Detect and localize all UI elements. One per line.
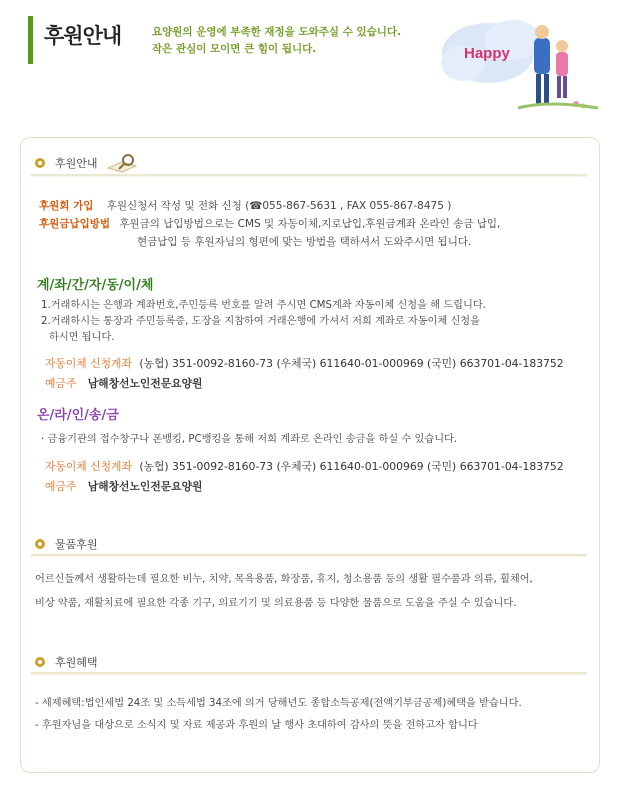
section-goods-title: 물품후원 bbox=[55, 538, 98, 551]
online-account-row bbox=[45, 459, 564, 474]
auto-transfer-heading: 계/좌/간/자/동/이/체 bbox=[37, 278, 154, 293]
auto-transfer-holder-label: 예금주 bbox=[45, 377, 77, 390]
goods-line-1: 어르신들께서 생활하는데 필요한 비누, 치약, 목욕용품, 화장품, 휴지, 청소용품 등의 생활 필수품과 의류, 휠체어, bbox=[35, 574, 533, 585]
benefits-line-1: - 세제혜택:법인세법 24조 및 소득세법 34조에 의거 당해년도 종합소득공제(전액기부금공제)혜택을 받습니다. bbox=[35, 698, 522, 709]
happy-family-illustration bbox=[438, 8, 608, 118]
intro-line-2: 작은 관심이 모이면 큰 힘이 됩니다. bbox=[152, 43, 317, 55]
auto-transfer-line-2: 2.거래하시는 통장과 주민등록증, 도장을 지참하여 거래은행에 가셔서 저희 계좌로 자동이체 신청을 bbox=[41, 316, 480, 327]
join-label: 후원회 가입 bbox=[39, 200, 94, 212]
online-accounts: (농협) 351-0092-8160-73 (우체국) 611640-01-000969 (국민) 663701-04-183752 bbox=[139, 460, 564, 473]
section-divider bbox=[31, 672, 587, 674]
intro-text bbox=[152, 24, 401, 58]
auto-transfer-holder: 남해창선노인전문요양원 bbox=[87, 377, 203, 390]
auto-transfer-line-1: 1.거래하시는 은행과 계좌번호,주민등록 번호를 알려 주시면 CMS계좌 자동이체 신청을 해 드립니다. bbox=[41, 300, 486, 311]
online-line-1: · 금융기관의 접수창구나 폰뱅킹, PC뱅킹을 통해 저희 계좌로 온라인 송금을 하실 수 있습니다. bbox=[41, 434, 458, 445]
method-line-1: 후원금의 납입방법으로는 CMS 및 자동이체,지로납입,후원금계좌 온라인 송금 납입, bbox=[119, 218, 501, 230]
online-heading: 온/라/인/송/금 bbox=[37, 408, 119, 423]
magnifier-book-icon bbox=[106, 152, 140, 174]
method-row bbox=[39, 216, 500, 231]
auto-transfer-holder-row bbox=[45, 376, 202, 391]
auto-transfer-accounts: (농협) 351-0092-8160-73 (우체국) 611640-01-000969 (국민) 663701-04-183752 bbox=[139, 357, 564, 370]
online-account-label: 자동이체 신청계좌 bbox=[45, 460, 132, 473]
method-label: 후원금납입방법 bbox=[39, 218, 111, 230]
section-benefits-title: 후원혜택 bbox=[55, 656, 98, 669]
bullet-icon bbox=[35, 158, 45, 168]
page-title: 후원안내 bbox=[44, 24, 122, 48]
method-line-2: 현금납입 등 후원자님의 형편에 맞는 방법을 택하셔서 도와주시면 됩니다. bbox=[137, 236, 472, 248]
section-divider bbox=[31, 554, 587, 556]
section-divider bbox=[31, 174, 587, 176]
section-guide-title: 후원안내 bbox=[55, 157, 98, 170]
bullet-icon bbox=[35, 539, 45, 549]
online-holder: 남해창선노인전문요양원 bbox=[87, 480, 203, 493]
section-benefits-heading bbox=[35, 654, 98, 670]
auto-transfer-account-label: 자동이체 신청계좌 bbox=[45, 357, 132, 370]
goods-line-2: 비상 약품, 재활치료에 필요한 각종 기구, 의료기기 및 의료용품 등 다양한 물품으로 도움을 주실 수 있습니다. bbox=[35, 598, 517, 609]
bullet-icon bbox=[35, 657, 45, 667]
join-row bbox=[39, 198, 451, 213]
auto-transfer-line-3: 하시면 됩니다. bbox=[49, 332, 115, 343]
join-phone: 055-867-5631 , FAX 055-867-8475 ) bbox=[262, 200, 452, 212]
title-accent-bar bbox=[28, 16, 33, 64]
join-text: 후원신청서 작성 및 전화 신청 ( bbox=[106, 200, 250, 212]
section-goods-heading bbox=[35, 536, 98, 552]
section-guide-heading bbox=[35, 152, 140, 174]
online-holder-label: 예금주 bbox=[45, 480, 77, 493]
happy-text: Happy bbox=[464, 45, 510, 62]
auto-transfer-account-row bbox=[45, 356, 564, 371]
benefits-line-2: - 후원자님을 대상으로 소식지 및 자료 제공과 후원의 날 행사 초대하여 감사의 뜻을 전하고자 합니다 bbox=[35, 720, 478, 731]
content-box bbox=[20, 137, 600, 773]
intro-line-1: 요양원의 운영에 부족한 재정을 도와주실 수 있습니다. bbox=[152, 26, 402, 38]
online-holder-row bbox=[45, 479, 202, 494]
phone-icon: ☎ bbox=[249, 200, 263, 212]
